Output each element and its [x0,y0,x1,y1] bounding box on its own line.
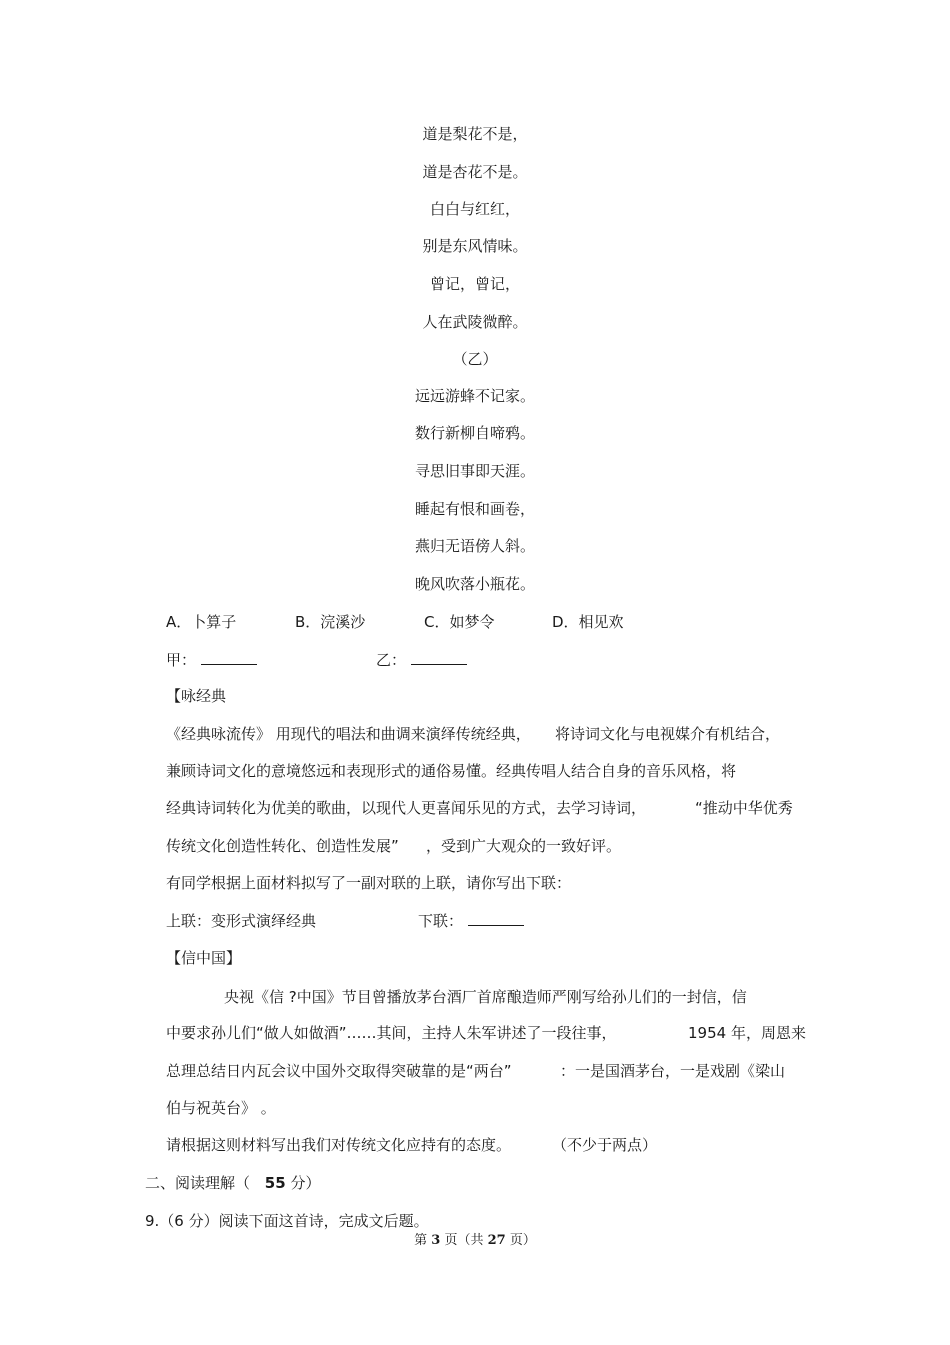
couplet-prompt: 有同学根据上面材料拟写了一副对联的上联，请你写出下联： [166,874,572,892]
poem-jia-line-6: 人在武陵微醉。 [422,313,528,331]
poem-yi-line-1: 远远游蜂不记家。 [414,387,535,405]
xin-zhongguo-para-4: 伯与祝英台》 。 [166,1099,276,1117]
answer-yi [376,650,467,670]
poem-jia-line-4: 别是东风情味。 [422,237,528,255]
yong-jingdian-para-1b: 将诗词文化与电视媒介有机结合， [555,725,781,743]
footer-page-number: 3 [431,1233,441,1248]
poem-yi-line-5: 燕归无语傍人斜。 [414,537,535,555]
poem-jia-line-2: 道是杏花不是。 [422,163,528,181]
yong-jingdian-heading: 【咏经典 [166,687,227,705]
xin-zhongguo-prompt-note: （不少于两点） [552,1136,658,1154]
section-two-post: 分） [290,1174,321,1192]
footer-pre: 第 [414,1233,428,1248]
yong-jingdian-para-4a: 传统文化创造性转化、创造性发展” [166,837,399,855]
yong-jingdian-para-1a: 《经典咏流传》 用现代的唱法和曲调来演绎传统经典， [166,725,531,743]
yong-jingdian-para-2: 兼顾诗词文化的意境悠远和表现形式的通俗易懂。经典传唱人结合自身的音乐风格，将 [166,762,737,780]
couplet-xialian [418,911,524,931]
footer-post: 页） [509,1233,536,1248]
answer-jia [166,650,257,670]
xin-zhongguo-para-3a: 总理总结日内瓦会议中国外交取得突破靠的是“两台” [166,1062,512,1080]
poem-yi-line-4: 睡起有恨和画卷， [414,500,535,518]
poem-yi-line-3: 寻思旧事即天涯。 [414,462,535,480]
yong-jingdian-para-4b: ，受到广大观众的一致好评。 [426,837,622,855]
couplet-shanglian: 上联：变形式演绎经典 [166,912,317,930]
option-c: C．如梦令 [424,613,495,631]
footer-total-pages: 27 [487,1233,506,1248]
section-two-score: 55 [264,1174,286,1192]
poem-jia-line-1: 道是梨花不是， [422,125,528,143]
option-a: A．卜算子 [166,613,237,631]
yong-jingdian-para-3b: “推动中华优秀 [695,799,793,817]
poem-yi-heading: （乙） [452,350,498,368]
question-9-stem: 9.（6 分）阅读下面这首诗，完成文后题。 [145,1212,429,1230]
poem-yi-line-6: 晚风吹落小瓶花。 [414,575,535,593]
xin-zhongguo-para-2b: 1954 年，周恩来 [688,1024,806,1042]
answer-jia-blank[interactable] [201,650,257,665]
poem-yi-line-2: 数行新柳自啼鸦。 [414,424,535,442]
poem-jia-line-3: 白白与红红， [429,200,520,218]
option-b: B．浣溪沙 [295,613,366,631]
xin-zhongguo-heading: 【信中国】 [166,949,242,967]
couplet-xialian-label: 下联： [418,912,464,930]
poem-jia-line-5: 曾记，曾记， [429,275,520,293]
page-footer [0,1231,950,1251]
answer-yi-label: 乙： [376,651,407,669]
answer-jia-label: 甲： [166,651,197,669]
xin-zhongguo-prompt: 请根据这则材料写出我们对传统文化应持有的态度。 [166,1136,512,1154]
section-two-heading [145,1173,320,1193]
xin-zhongguo-para-1: 央视《信 ?中国》节目曾播放茅台酒厂首席酿造师严刚写给孙儿们的一封信，信 [224,988,747,1006]
yong-jingdian-para-3a: 经典诗词转化为优美的歌曲，以现代人更喜闻乐见的方式，去学习诗词， [166,799,647,817]
option-d: D．相见欢 [552,613,624,631]
xin-zhongguo-para-3b: ：一是国酒茅台，一是戏剧《梁山 [560,1062,786,1080]
xin-zhongguo-para-2a: 中要求孙儿们“做人如做酒”……其间，主持人朱军讲述了一段往事， [166,1024,617,1042]
footer-mid: 页（共 [444,1233,484,1248]
answer-yi-blank[interactable] [411,650,467,665]
couplet-xialian-blank[interactable] [468,911,524,926]
section-two-pre: 二、阅读理解（ [145,1174,251,1192]
